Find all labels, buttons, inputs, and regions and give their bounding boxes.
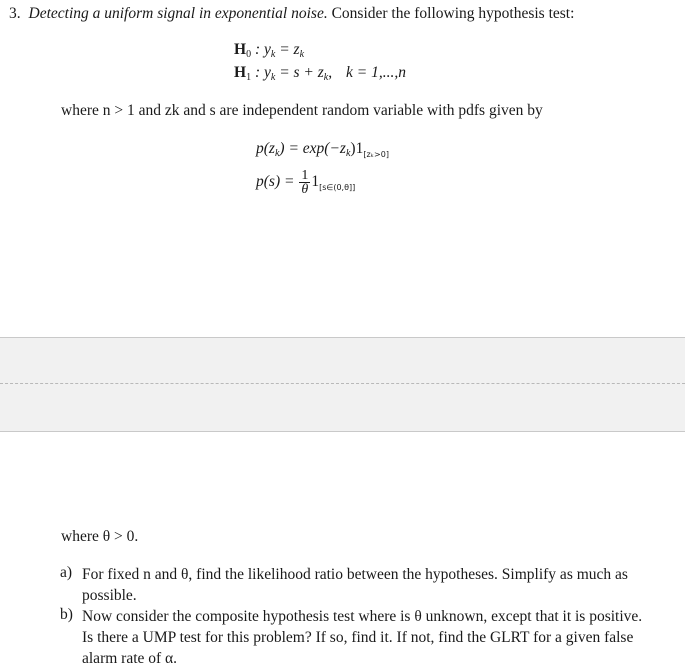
hypothesis-h1: $H_1$ : $y_k = s + z_k$, k = 1,...,n — [234, 64, 406, 83]
theta-condition: where θ > 0. — [61, 528, 139, 545]
part-a-text: For fixed n and θ, find the likelihood ratio between the hypotheses. Simplify as much as possible. — [82, 566, 628, 604]
problem-title: Detecting a uniform signal in exponential noise. — [28, 5, 328, 22]
page-break-line — [0, 383, 685, 384]
part-a-label: a) — [60, 564, 73, 581]
page-gap-band — [0, 337, 685, 432]
problem-header — [9, 5, 574, 23]
index-range: k = 1,...,n — [346, 64, 406, 81]
part-b-text: Now consider the composite hypothesis test where is θ unknown, except that it is positive. Is there a UMP test for this problem? If so, find it. If not, find the GLRT for a given false alarm rate of α. — [82, 608, 643, 667]
part-b-label: b) — [60, 606, 73, 623]
pdf-signal: p(s) = $\frac{1}{\theta}$ $1_{[s\in(0,\theta]]}$ — [256, 168, 356, 197]
fraction-one-over-theta: $\frac{1}{\theta}$ — [301, 168, 309, 197]
hypothesis-h0: $H_0$ : $y_k = z_k$ — [234, 41, 305, 60]
problem-intro: Consider the following hypothesis test: — [331, 5, 575, 22]
pdf-noise: $p(z_k) = \exp(-z_k)1_{[z_k>0]}$ — [256, 140, 389, 159]
problem-number: 3. — [9, 5, 21, 22]
pdf-intro-text: where n > 1 and zk and s are independent random variable with pdfs given by — [61, 102, 543, 119]
